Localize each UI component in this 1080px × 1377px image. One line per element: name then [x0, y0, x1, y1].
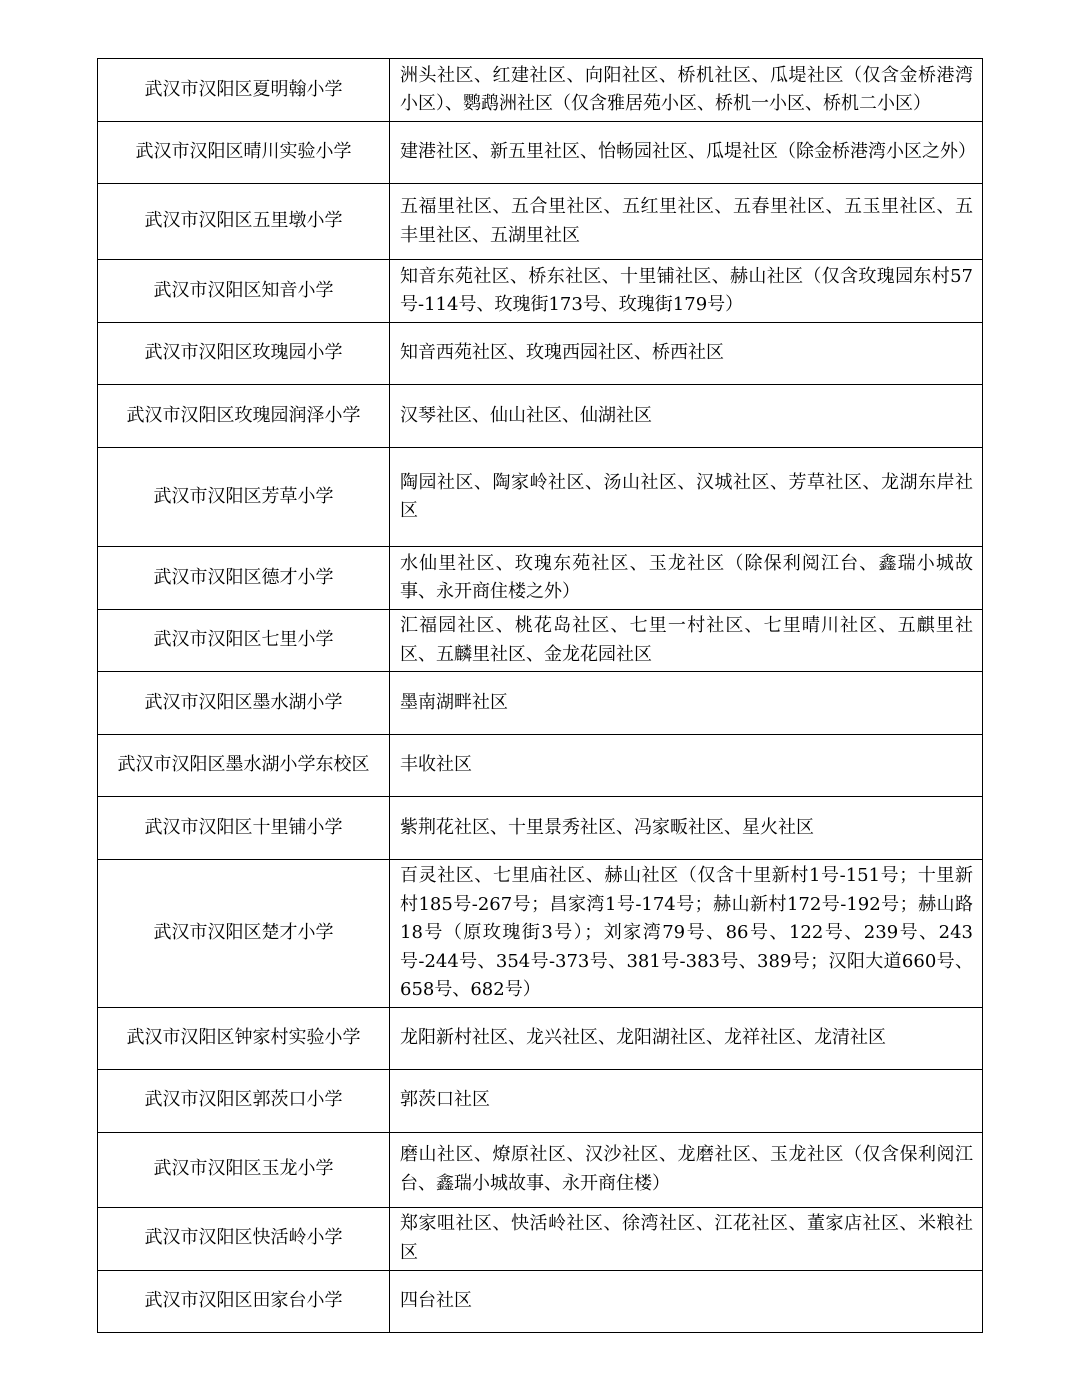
table-row [98, 59, 983, 122]
catchment-area: 紫荆花社区、十里景秀社区、冯家畈社区、星火社区 [390, 797, 983, 860]
catchment-area: 五福里社区、五合里社区、五红里社区、五春里社区、五玉里社区、五丰里社区、五湖里社区 [390, 184, 983, 260]
catchment-area: 知音西苑社区、玫瑰西园社区、桥西社区 [390, 323, 983, 385]
table-row [98, 672, 983, 735]
table-row [98, 860, 983, 1008]
school-name: 武汉市汉阳区夏明翰小学 [98, 59, 390, 122]
school-name: 武汉市汉阳区十里铺小学 [98, 797, 390, 860]
catchment-area: 墨南湖畔社区 [390, 672, 983, 735]
catchment-area: 四台社区 [390, 1270, 983, 1332]
catchment-area: 建港社区、新五里社区、怡畅园社区、瓜堤社区（除金桥港湾小区之外） [390, 122, 983, 184]
school-name: 武汉市汉阳区墨水湖小学 [98, 672, 390, 735]
table-row [98, 1007, 983, 1069]
table-row [98, 1207, 983, 1270]
table-row [98, 448, 983, 547]
catchment-area: 洲头社区、红建社区、向阳社区、桥机社区、瓜堤社区（仅含金桥港湾小区）、鹦鹉洲社区（仅含雅居苑小区、桥机一小区、桥机二小区） [390, 59, 983, 122]
school-name: 武汉市汉阳区郭茨口小学 [98, 1069, 390, 1132]
catchment-area: 水仙里社区、玫瑰东苑社区、玉龙社区（除保利阅江台、鑫瑞小城故事、永开商住楼之外） [390, 547, 983, 610]
table-row [98, 385, 983, 448]
catchment-area: 郭茨口社区 [390, 1069, 983, 1132]
school-name: 武汉市汉阳区知音小学 [98, 260, 390, 323]
school-zone-table [97, 58, 983, 1333]
table-row [98, 260, 983, 323]
catchment-area: 丰收社区 [390, 735, 983, 797]
school-name: 武汉市汉阳区快活岭小学 [98, 1207, 390, 1270]
catchment-area: 汉琴社区、仙山社区、仙湖社区 [390, 385, 983, 448]
catchment-area: 陶园社区、陶家岭社区、汤山社区、汉城社区、芳草社区、龙湖东岸社区 [390, 448, 983, 547]
catchment-area: 百灵社区、七里庙社区、赫山社区（仅含十里新村1号-151号；十里新村185号-267号；昌家湾1号-174号；赫山新村172号-192号；赫山路18号（原玫瑰街3号）；刘家湾79号、86号、122号、239号、243号-244号、354号-373号、381号-383号、389号；汉阳大道660号、658号、682号） [390, 860, 983, 1008]
school-name: 武汉市汉阳区玉龙小学 [98, 1132, 390, 1207]
table-row [98, 610, 983, 672]
table-row [98, 1270, 983, 1332]
catchment-area: 汇福园社区、桃花岛社区、七里一村社区、七里晴川社区、五麒里社区、五麟里社区、金龙花园社区 [390, 610, 983, 672]
catchment-area: 郑家咀社区、快活岭社区、徐湾社区、江花社区、董家店社区、米粮社区 [390, 1207, 983, 1270]
table-row [98, 797, 983, 860]
table-row [98, 735, 983, 797]
catchment-area: 知音东苑社区、桥东社区、十里铺社区、赫山社区（仅含玫瑰园东村57号-114号、玫瑰街173号、玫瑰街179号） [390, 260, 983, 323]
school-name: 武汉市汉阳区五里墩小学 [98, 184, 390, 260]
table-row [98, 184, 983, 260]
table-row [98, 122, 983, 184]
table-row [98, 547, 983, 610]
table-row [98, 323, 983, 385]
table-row [98, 1132, 983, 1207]
school-name: 武汉市汉阳区晴川实验小学 [98, 122, 390, 184]
school-name: 武汉市汉阳区墨水湖小学东校区 [98, 735, 390, 797]
school-name: 武汉市汉阳区芳草小学 [98, 448, 390, 547]
school-name: 武汉市汉阳区玫瑰园润泽小学 [98, 385, 390, 448]
school-name: 武汉市汉阳区田家台小学 [98, 1270, 390, 1332]
school-name: 武汉市汉阳区钟家村实验小学 [98, 1007, 390, 1069]
school-name: 武汉市汉阳区德才小学 [98, 547, 390, 610]
school-name: 武汉市汉阳区七里小学 [98, 610, 390, 672]
school-name: 武汉市汉阳区楚才小学 [98, 860, 390, 1008]
table-row [98, 1069, 983, 1132]
catchment-area: 龙阳新村社区、龙兴社区、龙阳湖社区、龙祥社区、龙清社区 [390, 1007, 983, 1069]
catchment-area: 磨山社区、燎原社区、汉沙社区、龙磨社区、玉龙社区（仅含保利阅江台、鑫瑞小城故事、永开商住楼） [390, 1132, 983, 1207]
school-name: 武汉市汉阳区玫瑰园小学 [98, 323, 390, 385]
